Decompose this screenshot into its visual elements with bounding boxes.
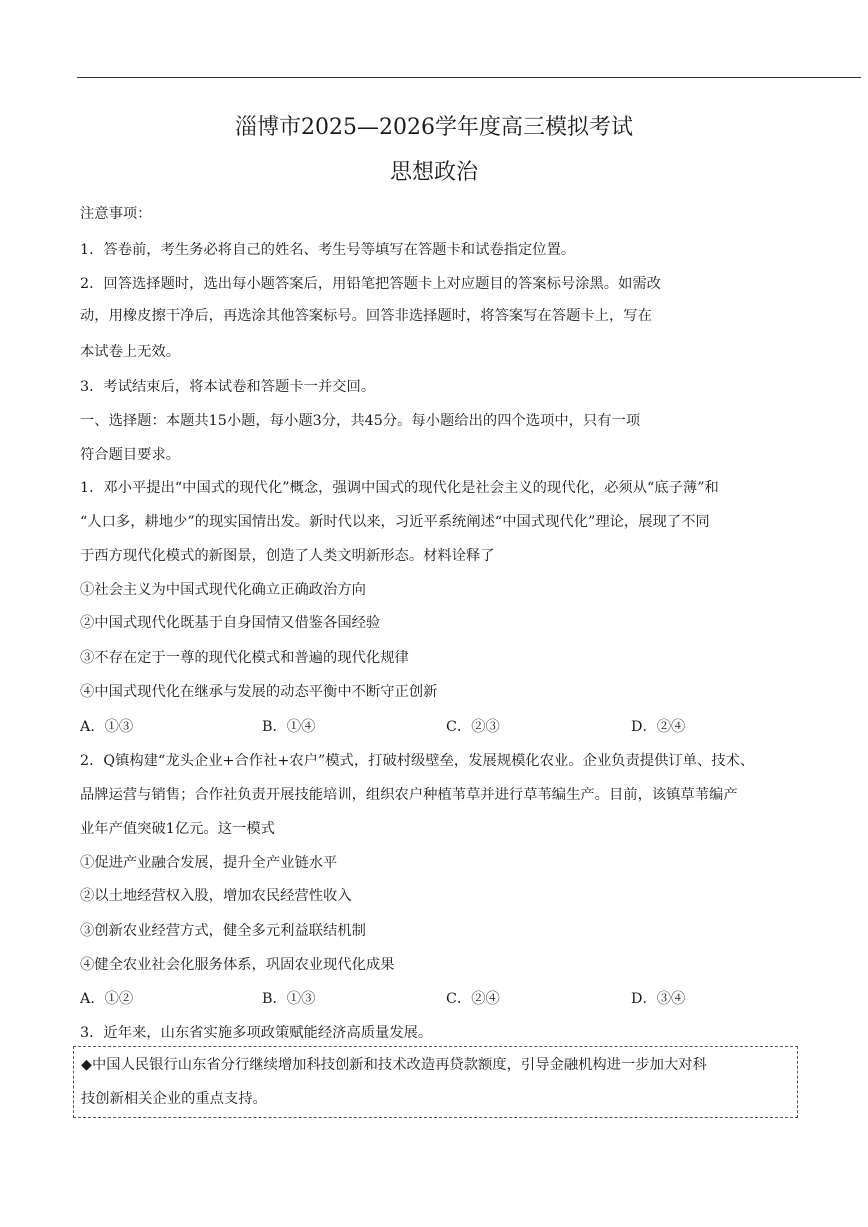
notice-item: 动，用橡皮擦干净后，再选涂其他答案标号。回答非选择题时，将答案写在答题卡上，写在 (80, 308, 652, 324)
question-1-stem: “人口多，耕地少”的现实国情出发。新时代以来，习近平系统阐述“中国式现代化”理论，展现了不同 (80, 514, 710, 530)
material-line: ◆中国人民银行山东省分行继续增加科技创新和技术改造再贷款额度，引导金融机构进一步加大对科 (81, 1057, 707, 1073)
question-2-statement: ④健全农业社会化服务体系，巩固农业现代化成果 (80, 957, 395, 973)
question-2-option-d[interactable]: D．③④ (631, 991, 686, 1007)
notice-item: 3．考试结束后，将本试卷和答题卡一并交回。 (80, 379, 376, 395)
top-rule (77, 77, 861, 78)
question-2-stem: 2．Q镇构建“龙头企业+合作社+农户”模式，打破村级壁垒，发展规模化农业。企业负责提供订单、技术、 (80, 753, 755, 769)
question-2-statement: ①促进产业融合发展，提升全产业链水平 (80, 855, 338, 871)
question-1-option-d[interactable]: D．②④ (631, 719, 686, 735)
subject-title: 思想政治 (389, 160, 478, 185)
question-1-stem: 于西方现代化模式的新图景，创造了人类文明新形态。材料诠释了 (80, 548, 495, 564)
notice-heading: 注意事项： (80, 206, 152, 222)
question-1-option-c[interactable]: C．②③ (446, 719, 500, 735)
question-2-statement: ②以土地经营权入股，增加农民经营性收入 (80, 888, 352, 904)
notice-item: 1．答卷前，考生务必将自己的姓名、考生号等填写在答题卡和试卷指定位置。 (80, 242, 576, 258)
question-1-statement: ①社会主义为中国式现代化确立正确政治方向 (80, 582, 366, 598)
section-heading: 一、选择题：本题共15小题，每小题3分，共45分。每小题给出的四个选项中，只有一项 (80, 413, 641, 429)
question-1-statement: ③不存在定于一尊的现代化模式和普遍的现代化规律 (80, 650, 409, 666)
question-2-stem: 业年产值突破1亿元。这一模式 (80, 821, 275, 837)
question-1-statement: ②中国式现代化既基于自身国情又借鉴各国经验 (80, 615, 381, 631)
notice-item: 2．回答选择题时，选出每小题答案后，用铅笔把答题卡上对应题目的答案标号涂黑。如需改 (80, 276, 661, 292)
exam-title: 淄博市2025—2026学年度高三模拟考试 (235, 115, 633, 140)
material-box (73, 1046, 798, 1118)
question-1-statement: ④中国式现代化在继承与发展的动态平衡中不断守正创新 (80, 684, 438, 700)
question-2-stem: 品牌运营与销售；合作社负责开展技能培训，组织农户种植苇草并进行草苇编生产。目前，该镇草苇编产 (80, 787, 738, 803)
question-1-option-a[interactable]: A．①③ (80, 719, 134, 735)
question-2-option-a[interactable]: A．①② (80, 991, 134, 1007)
question-3-stem: 3．近年来，山东省实施多项政策赋能经济高质量发展。 (80, 1025, 433, 1041)
question-1-stem: 1．邓小平提出“中国式的现代化”概念，强调中国式的现代化是社会主义的现代化，必须从“底子薄”和 (80, 480, 719, 496)
question-1-option-b[interactable]: B．①④ (262, 719, 316, 735)
notice-item: 本试卷上无效。 (80, 344, 181, 360)
question-2-option-b[interactable]: B．①③ (262, 991, 316, 1007)
material-line: 技创新相关企业的重点支持。 (81, 1091, 267, 1107)
question-2-option-c[interactable]: C．②④ (446, 991, 500, 1007)
question-2-statement: ③创新农业经营方式，健全多元利益联结机制 (80, 923, 366, 939)
section-heading: 符合题目要求。 (80, 447, 181, 463)
